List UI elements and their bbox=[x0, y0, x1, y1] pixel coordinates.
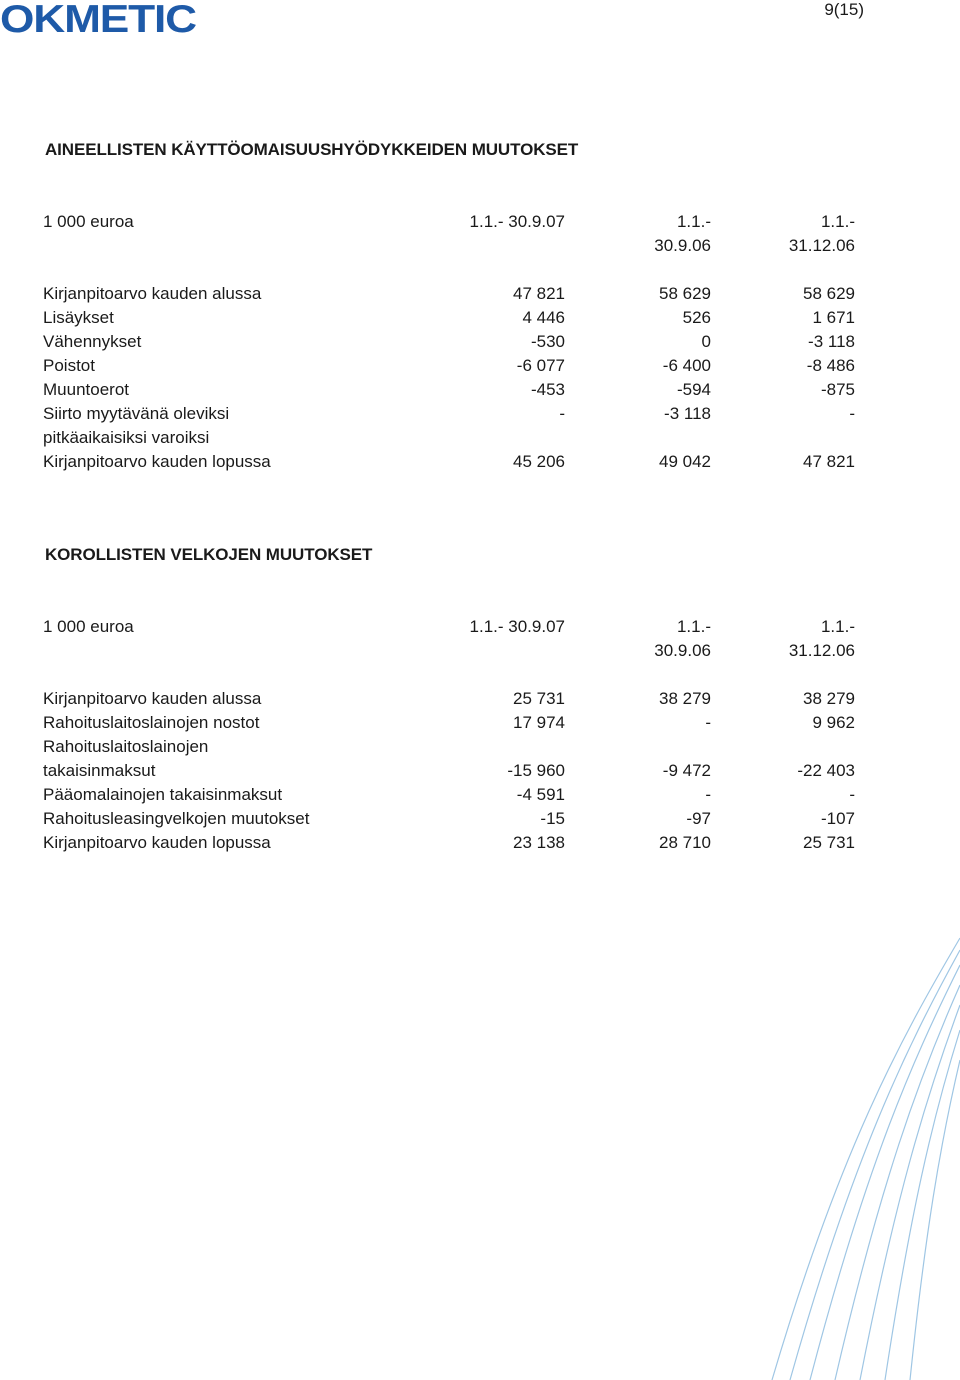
liabilities-table bbox=[43, 615, 913, 855]
column-header: 1.1.- 30.9.06 bbox=[654, 617, 711, 660]
row-value: 17 974 bbox=[513, 713, 565, 732]
table-row bbox=[43, 735, 913, 759]
row-value: -8 486 bbox=[806, 356, 855, 375]
row-label: pitkäaikaisiksi varoiksi bbox=[43, 428, 210, 447]
row-label: Pääomalainojen takaisinmaksut bbox=[43, 785, 283, 804]
row-value: -875 bbox=[820, 380, 855, 399]
row-label: Lisäykset bbox=[43, 308, 114, 327]
row-value: 526 bbox=[682, 308, 711, 327]
row-label: Kirjanpitoarvo kauden alussa bbox=[43, 284, 262, 303]
unit-label: 1 000 euroa bbox=[43, 212, 134, 231]
table-row bbox=[43, 378, 913, 402]
table-row bbox=[43, 282, 913, 306]
logo-wordmark bbox=[0, 0, 200, 40]
table-header bbox=[43, 615, 913, 663]
row-label: Poistot bbox=[43, 356, 95, 375]
column-header: 1.1.- 30.9.07 bbox=[469, 617, 565, 636]
table-row bbox=[43, 831, 913, 855]
svg-text:OKMETIC: OKMETIC bbox=[0, 0, 197, 40]
row-value: -22 403 bbox=[797, 761, 855, 780]
unit-label: 1 000 euroa bbox=[43, 617, 134, 636]
row-value: 49 042 bbox=[659, 452, 711, 471]
row-value: -530 bbox=[530, 332, 565, 351]
table-row bbox=[43, 330, 913, 354]
column-header: 1.1.- 30.9.06 bbox=[654, 212, 711, 255]
table-row bbox=[43, 402, 913, 426]
row-value: 4 446 bbox=[522, 308, 565, 327]
row-value: - bbox=[705, 713, 711, 732]
table-row bbox=[43, 783, 913, 807]
row-value: - bbox=[705, 785, 711, 804]
row-value: -594 bbox=[676, 380, 711, 399]
row-label: takaisinmaksut bbox=[43, 761, 156, 780]
row-value: -6 400 bbox=[662, 356, 711, 375]
row-value: 25 731 bbox=[513, 689, 565, 708]
table-row bbox=[43, 354, 913, 378]
table-row bbox=[43, 426, 913, 450]
row-value: -453 bbox=[530, 380, 565, 399]
row-value: 58 629 bbox=[659, 284, 711, 303]
row-value: -9 472 bbox=[662, 761, 711, 780]
row-value: - bbox=[849, 404, 855, 423]
okmetic-logo bbox=[0, 0, 200, 40]
row-label: Kirjanpitoarvo kauden alussa bbox=[43, 689, 262, 708]
row-value: -6 077 bbox=[516, 356, 565, 375]
column-header: 1.1.- 30.9.07 bbox=[469, 212, 565, 231]
row-value: -107 bbox=[820, 809, 855, 828]
row-value: -97 bbox=[686, 809, 711, 828]
row-value: 28 710 bbox=[659, 833, 711, 852]
table-row bbox=[43, 759, 913, 783]
table-row bbox=[43, 807, 913, 831]
row-value: 0 bbox=[701, 332, 711, 351]
row-value: 23 138 bbox=[513, 833, 565, 852]
table-row bbox=[43, 687, 913, 711]
table-row bbox=[43, 306, 913, 330]
table-row bbox=[43, 450, 913, 474]
row-value: - bbox=[849, 785, 855, 804]
row-value: -15 960 bbox=[507, 761, 565, 780]
row-label: Vähennykset bbox=[43, 332, 142, 351]
row-label: Kirjanpitoarvo kauden lopussa bbox=[43, 452, 271, 471]
tangible-assets-table bbox=[43, 210, 913, 474]
column-header: 1.1.- 31.12.06 bbox=[788, 617, 855, 660]
row-label: Rahoituslaitoslainojen bbox=[43, 737, 209, 756]
row-value: -4 591 bbox=[516, 785, 565, 804]
row-value: 45 206 bbox=[513, 452, 565, 471]
row-value: -3 118 bbox=[808, 332, 855, 351]
row-value: 47 821 bbox=[513, 284, 565, 303]
row-value: -15 bbox=[540, 809, 565, 828]
section-title-tangible-assets: AINEELLISTEN KÄYTTÖOMAISUUSHYÖDYKKEIDEN MUUTOKSET bbox=[45, 140, 579, 159]
row-value: 25 731 bbox=[803, 833, 855, 852]
row-value: 9 962 bbox=[812, 713, 855, 732]
row-label: Muuntoerot bbox=[43, 380, 129, 399]
row-value: 1 671 bbox=[812, 308, 855, 327]
column-header: 1.1.- 31.12.06 bbox=[788, 212, 855, 255]
row-value: 38 279 bbox=[659, 689, 711, 708]
row-value: - bbox=[559, 404, 565, 423]
row-value: -3 118 bbox=[664, 404, 711, 423]
row-value: 58 629 bbox=[803, 284, 855, 303]
page-number: 9(15) bbox=[824, 0, 864, 19]
table-header bbox=[43, 210, 913, 258]
row-value: 47 821 bbox=[803, 452, 855, 471]
row-value: 38 279 bbox=[803, 689, 855, 708]
section-title-interest-bearing-liabilities: KOROLLISTEN VELKOJEN MUUTOKSET bbox=[45, 545, 373, 564]
row-label: Siirto myytävänä oleviksi bbox=[43, 404, 230, 423]
row-label: Rahoitusleasingvelkojen muutokset bbox=[43, 809, 310, 828]
row-label: Rahoituslaitoslainojen nostot bbox=[43, 713, 260, 732]
row-label: Kirjanpitoarvo kauden lopussa bbox=[43, 833, 271, 852]
table-row bbox=[43, 711, 913, 735]
